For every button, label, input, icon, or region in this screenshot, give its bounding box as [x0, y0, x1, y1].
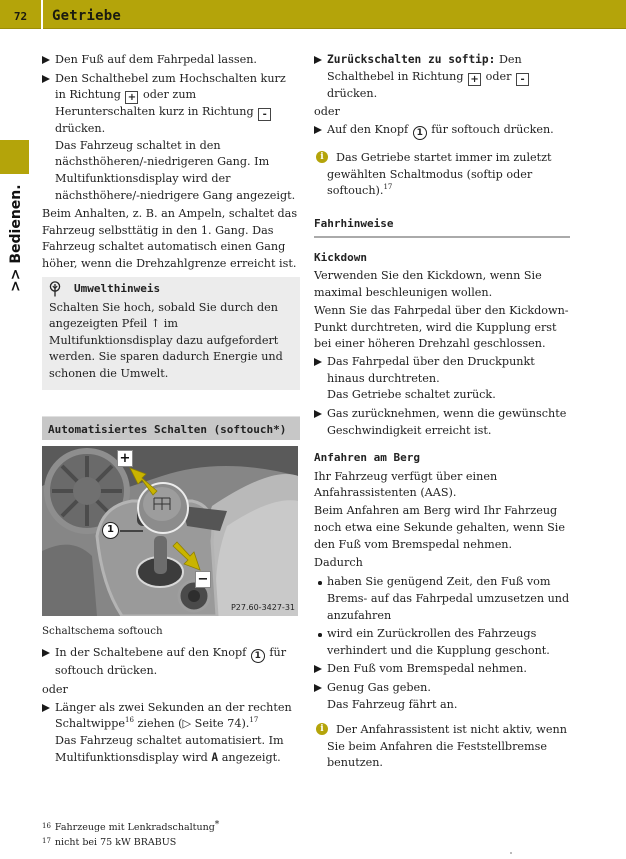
step-result: Das Fahrzeug fährt an. — [327, 697, 458, 711]
info-note — [314, 150, 570, 200]
step-text: Auf den Knopf — [327, 123, 409, 137]
step-text: drücken. — [55, 122, 106, 136]
step-text: oder — [485, 69, 512, 83]
figure-code: P27.60-3427-31 — [230, 602, 295, 612]
step-result: Das Getriebe schaltet zurück. — [327, 388, 496, 402]
step-text: In der Schaltebene auf den Knopf — [55, 646, 247, 660]
info-text: Das Getriebe startet immer im zuletzt gewählten Schaltmodus (softip oder softouch). — [327, 151, 552, 198]
figure-caption: Schaltschema softouch — [42, 624, 163, 637]
step-arrow-icon — [314, 665, 322, 673]
minus-key-icon: - — [258, 108, 271, 121]
subheading-hill-start: Anfahren am Berg — [314, 451, 420, 465]
environment-note-title: Umwelthinweis — [74, 281, 161, 295]
step-arrow-icon — [42, 649, 50, 657]
step-result: angezeigt. — [221, 750, 281, 764]
gear-console-image — [42, 446, 298, 616]
step-text: Den Schalthebel zum Hochschalten kurz in Richtung — [55, 71, 286, 102]
page-speck — [510, 852, 512, 854]
step-result: Das Fahrzeug schaltet automatisiert. Im Multifunktionsdisplay wird — [55, 733, 284, 764]
bullet-dot-icon — [318, 581, 322, 585]
step-text: Länger als zwei Sekunden an der rechten Schaltwippe — [55, 700, 292, 731]
step-text: Gas zurücknehmen, wenn die gewünschte Geschwindigkeit erreicht ist. — [327, 407, 567, 437]
instruction-step — [314, 680, 570, 713]
step-arrow-icon — [314, 358, 322, 366]
body-paragraph: Verwenden Sie den Kickdown, wenn Sie maximal beschleunigen wollen. — [314, 269, 542, 299]
step-arrow-icon — [314, 410, 322, 418]
section-title-bar: Automatisiertes Schalten (softouch*) — [42, 416, 300, 440]
left-column — [42, 52, 300, 768]
or-label: oder — [314, 105, 340, 119]
display-symbol: A — [211, 750, 219, 764]
step-result: Das Fahrzeug schaltet in den nächsthöheren/-niedrigeren Gang. Im Multifunktionsdisplay wird der nächsthöhere/-niedrigere Gang angezeigt. — [55, 138, 296, 202]
right-column — [314, 52, 570, 772]
up-arrow-icon: ↑ — [150, 317, 161, 331]
page-number: 72 — [13, 10, 28, 23]
step-text: Den Fuß auf dem Fahrpedal lassen. — [55, 53, 257, 66]
instruction-step — [42, 71, 300, 205]
section-heading: Fahrhinweise — [314, 216, 570, 238]
page-reference-link[interactable]: ziehen (▷ Seite 74). — [137, 717, 250, 731]
body-paragraph: Beim Anfahren am Berg wird Ihr Fahrzeug noch etwa eine Sekunde gehalten, wenn Sie den Fuß vom Bremspedal nehmen. — [314, 504, 565, 551]
chapter-title: Getriebe — [52, 8, 122, 24]
step-text: Den Schalthebel in Richtung — [327, 53, 522, 83]
instruction-step — [42, 700, 300, 766]
environment-note-text: Schalten Sie hoch, sobald Sie durch den angezeigten Pfeil ↑ im Multifunktionsdisplay dazu aufgefordert werden. Sie sparen dadurch Energie und schonen die Umwelt. — [49, 300, 283, 380]
info-text: Der Anfahrassistent ist nicht aktiv, wenn Sie beim Anfahren die Feststellbremse benutzen. — [327, 723, 567, 770]
step-arrow-icon — [42, 56, 50, 64]
minus-key-icon: - — [516, 73, 529, 86]
plus-key-icon: + — [125, 91, 138, 104]
list-item: wird ein Zurückrollen des Fahrzeugs verhindert und die Kupplung geschont. — [314, 626, 570, 659]
shift-lever-illustration — [42, 446, 298, 616]
step-text: für softouch drücken. — [55, 646, 287, 678]
instruction-step — [314, 354, 570, 404]
footnote-number: 16 — [42, 822, 51, 830]
instruction-step — [42, 645, 300, 680]
info-icon: i — [316, 723, 328, 735]
step-text: Das Fahrpedal über den Druckpunkt hinaus durchtreten. — [327, 355, 535, 385]
subheading-kickdown: Kickdown — [314, 250, 367, 264]
side-tab-marker — [0, 140, 29, 174]
step-text: Den Fuß vom Bremspedal nehmen. — [327, 662, 527, 676]
step-arrow-icon — [42, 704, 50, 712]
header-divider — [41, 0, 43, 29]
body-paragraph: Wenn Sie das Fahrpedal über den Kickdown-Punkt durchtreten, wird die Kupplung erst bei einer höheren Drehzahl geschlossen. — [314, 303, 569, 351]
step-arrow-icon — [42, 75, 50, 83]
instruction-step — [314, 122, 570, 140]
footnote-number: 17 — [42, 836, 51, 845]
footnote-ref[interactable]: 16 — [124, 716, 134, 725]
body-paragraph: Ihr Fahrzeug verfügt über einen Anfahrassistenten (AAS). — [314, 469, 498, 500]
upshift-plus-label: + — [117, 450, 133, 467]
step-text: für softouch drücken. — [431, 123, 554, 137]
callout-1-icon: 1 — [413, 126, 427, 140]
info-note — [314, 722, 570, 772]
optional-equipment-mark: * — [214, 820, 220, 830]
step-arrow-icon — [314, 126, 322, 134]
callout-1-icon: 1 — [251, 649, 265, 663]
instruction-step — [314, 52, 570, 102]
step-text: drücken. — [327, 86, 378, 100]
list-item: haben Sie genügend Zeit, den Fuß vom Brems- auf das Fahrpedal umzusetzen und anzufahren — [314, 574, 570, 624]
footnotes — [42, 818, 300, 850]
step-arrow-icon — [314, 684, 322, 692]
step-arrow-icon — [314, 56, 322, 64]
instruction-step — [314, 406, 570, 439]
step-bold-label: Zurückschalten zu softip: — [327, 53, 496, 66]
or-label: oder — [42, 682, 68, 696]
side-tab-label: >> Bedienen. — [8, 184, 24, 292]
instruction-step — [42, 52, 300, 69]
instruction-step — [314, 661, 570, 678]
environment-note — [42, 277, 300, 390]
body-paragraph: Beim Anhalten, z. B. an Ampeln, schaltet das Fahrzeug selbsttätig in den 1. Gang. Das Fahrzeug schaltet automatisch einen Gang höher, wenn die Drehzahlgrenze erreicht ist. — [42, 207, 298, 270]
step-text: Genug Gas geben. — [327, 680, 431, 694]
footnote-ref[interactable]: 17 — [249, 716, 259, 725]
body-paragraph: Dadurch — [314, 555, 363, 569]
page-header — [0, 0, 626, 29]
plus-key-icon: + — [468, 73, 481, 86]
footnote: $^{16}$ Fahrzeuge mit Lenkradschaltung* — [42, 820, 220, 833]
info-icon: i — [316, 151, 328, 163]
footnote: $^{17}$ nicht bei 75 kW BRABUS — [42, 836, 177, 848]
downshift-minus-label: − — [195, 571, 211, 588]
step-text: oder zum Herunterschalten kurz in Richtung — [55, 88, 254, 119]
bullet-dot-icon — [318, 633, 322, 637]
softouch-button-callout: 1 — [102, 522, 119, 539]
footnote-ref[interactable]: 17 — [383, 183, 393, 192]
environment-leaf-icon — [49, 281, 61, 297]
